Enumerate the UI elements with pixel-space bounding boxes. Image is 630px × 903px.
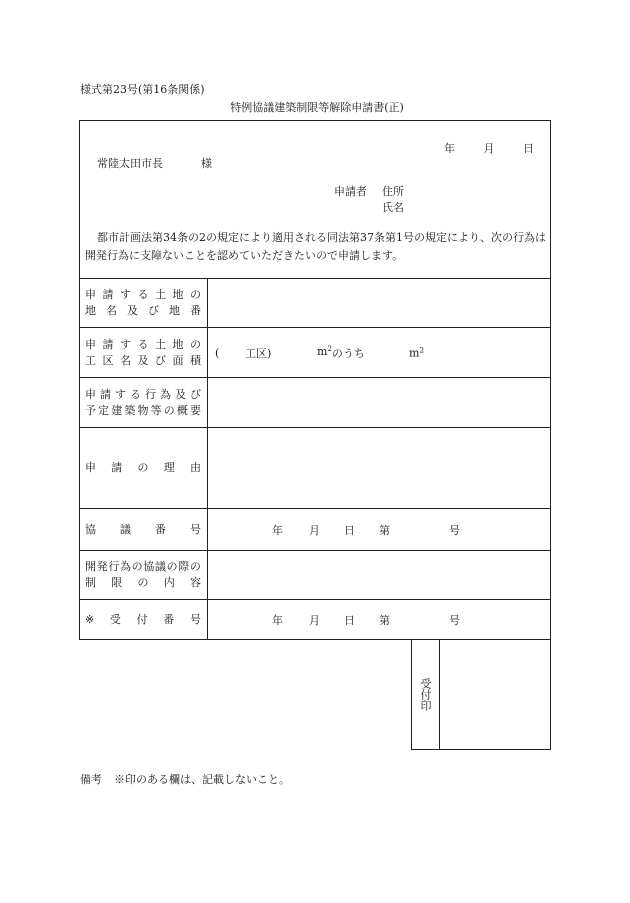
month-label: 月 xyxy=(309,523,320,537)
name-label: 氏名 xyxy=(382,201,404,214)
day-label: 日 xyxy=(344,613,355,627)
act-summary-field[interactable] xyxy=(209,378,550,427)
row-label xyxy=(80,551,208,599)
remarks xyxy=(80,771,290,787)
application-form-frame xyxy=(79,120,551,640)
addressee-name: 常陸太田市長 xyxy=(97,157,163,170)
row-land-lot xyxy=(80,278,550,328)
ward-label: 工区) xyxy=(245,346,272,360)
row-act-summary xyxy=(80,378,550,428)
row-receipt-no xyxy=(80,600,550,639)
year-label: 年 xyxy=(272,523,283,537)
consult-no-field[interactable] xyxy=(209,509,550,550)
label-line: 工 区 名 及 び 面 積 xyxy=(85,353,201,367)
form-title: 特例協議建築制限等解除申請書(正) xyxy=(230,101,404,114)
label-line: 協 議 番 号 xyxy=(85,522,201,536)
applicant-label: 申請者 xyxy=(334,185,367,198)
go-label: 号 xyxy=(449,613,460,627)
date-day-label: 日 xyxy=(523,142,534,155)
row-label xyxy=(80,600,208,639)
dai-label: 第 xyxy=(379,523,390,537)
month-label: 月 xyxy=(309,613,320,627)
row-label xyxy=(80,278,208,327)
application-statement: 都市計画法第34条の2の規定により適用される同法第37条第1号の規定により、次の行為は開発行為に支障ないことを認めていただきたいので申請します。 xyxy=(85,231,546,262)
label-line: 制 限 の 内 容 xyxy=(85,576,201,589)
year-label: 年 xyxy=(272,613,283,627)
label-line: ※ 受 付 番 号 xyxy=(85,612,201,626)
stamp-divider xyxy=(439,640,440,749)
dai-label: 第 xyxy=(379,613,390,627)
form-number: 様式第23号(第16条関係) xyxy=(80,83,205,96)
day-label: 日 xyxy=(344,523,355,537)
reason-field[interactable] xyxy=(209,428,550,508)
receipt-stamp-box xyxy=(411,639,551,750)
remarks-text: ※印のある欄は、記載しないこと。 xyxy=(114,773,290,786)
area-unit-of-which: m 2 のうち xyxy=(317,344,365,360)
remarks-label: 備考 xyxy=(80,773,102,786)
row-reason xyxy=(80,428,550,509)
go-label: 号 xyxy=(449,523,460,537)
row-district-area xyxy=(80,328,550,378)
form-header-block xyxy=(80,121,550,279)
land-lot-field[interactable] xyxy=(209,278,550,327)
label-line: 地 名 及 び 地 番 xyxy=(85,303,201,317)
district-area-field[interactable] xyxy=(209,328,550,377)
address-label: 住所 xyxy=(382,185,404,198)
label-line: 申 請 の 理 由 xyxy=(85,461,201,474)
row-label xyxy=(80,378,208,427)
date-month-label: 月 xyxy=(483,142,495,155)
label-line: 申 請 す る 行 為 及 び xyxy=(85,387,201,401)
restriction-field[interactable] xyxy=(209,551,550,599)
receipt-stamp-label: 受付印 xyxy=(419,678,432,711)
area-unit: m 2 xyxy=(409,346,424,359)
label-line: 開 発 行 為 の 協 議 の 際 の xyxy=(85,560,201,573)
date-year-label: 年 xyxy=(444,142,455,155)
addressee xyxy=(97,155,212,171)
receipt-no-field[interactable] xyxy=(209,600,550,639)
open-paren: ( xyxy=(215,346,220,359)
applicant-block[interactable] xyxy=(334,184,404,216)
row-label xyxy=(80,509,208,550)
row-restriction xyxy=(80,551,550,600)
label-line: 予 定 建 築 物 等 の 概 要 xyxy=(85,403,201,417)
label-line: 申 請 す る 土 地 の xyxy=(85,337,201,351)
row-label xyxy=(80,328,208,377)
label-line: 申 請 す る 土 地 の xyxy=(85,287,201,301)
date-line[interactable] xyxy=(444,140,534,156)
row-consult-no xyxy=(80,509,550,551)
addressee-honorific: 様 xyxy=(201,157,212,170)
row-label xyxy=(80,428,208,508)
